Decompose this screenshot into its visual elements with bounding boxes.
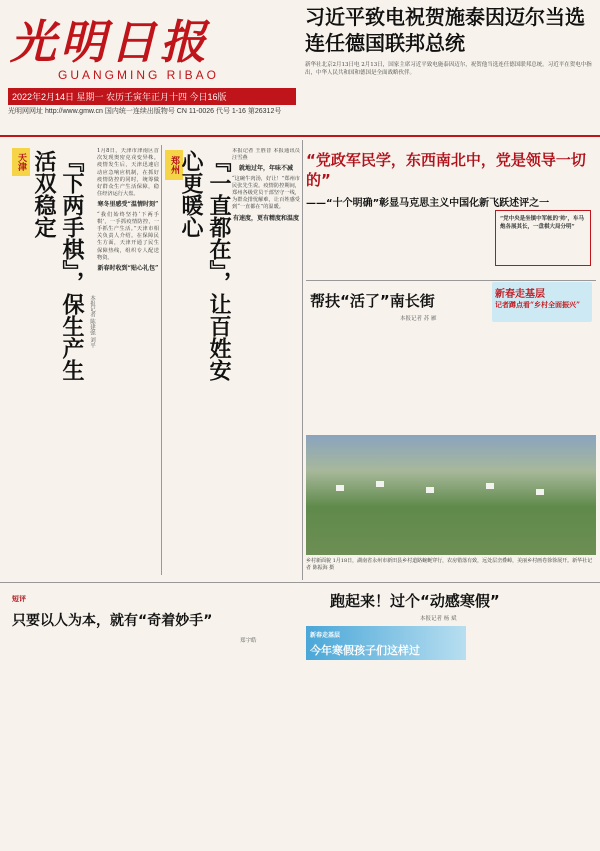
lead-headline	[305, 4, 595, 77]
tianjin-subhead-2: 新春时收到“贴心礼包”	[97, 265, 159, 273]
issue-registration: 光明网网址 http://www.gmw.cn 国内统一连续出版物号 CN 11-0026 代号 1-16 第26312号	[8, 108, 282, 115]
section-divider	[306, 280, 596, 281]
lead-headline-body: 新华社北京2月13日电 2月13日，国家主席习近平致电施泰因迈尔，祝贺他当选连任德国联邦总统。习近平在贺电中指出，中华人民共和国和德国是全面战略伙伴。	[305, 62, 592, 76]
tianjin-subhead: 寒冬里感受“温情时刻”	[97, 201, 159, 209]
zhengzhou-paragraph-1: “这碗牛肉汤，好让！”郑州市民张先生说。疫情防控期间，郑州各级党员干部坚守一线，为群众排忧解难，让百姓感受到“一直都在”的温暖。	[232, 175, 300, 211]
issue-info	[8, 88, 296, 132]
winter-vacation-byline: 本报记者 杨 斌	[420, 616, 457, 622]
region-tag-zhengzhou: 郑州	[165, 150, 183, 180]
photo-house	[536, 489, 544, 495]
commentary-title: “党政军民学，东西南北中，党是领导一切的”	[306, 151, 586, 189]
region-tag-tianjin: 天津	[12, 148, 30, 176]
short-comment-tag: 短评	[12, 594, 26, 603]
winter-vacation-headline: 跑起来！过个“动感寒假”	[330, 592, 500, 610]
new-spring-banner	[492, 282, 592, 322]
page-fold-divider	[0, 582, 600, 583]
tianjin-body	[97, 148, 159, 568]
zhengzhou-headline: 『一直都在』，让百姓安心更暖心	[178, 150, 231, 381]
winter-vacation-banner	[306, 626, 466, 660]
photo-house	[376, 481, 384, 487]
village-photo	[306, 435, 596, 555]
commentary-subtitle: ——“十个明确”彰显马克思主义中国化新飞跃述评之一	[306, 198, 550, 209]
winter-banner-tag: 新春走基层	[310, 632, 341, 639]
short-comment-byline: 郑宇皓	[240, 638, 257, 644]
newspaper-pinyin: GUANGMING RIBAO	[58, 68, 220, 82]
photo-caption: 乡村新面貌 1月18日，湖南省永州市新田县乡村道路蜿蜒穿行，农房错落有致，远处层峦叠嶂，美丽乡村画卷徐徐展开。新华社记者 陈振海 摄	[306, 558, 593, 571]
new-spring-banner-title: 新春走基层	[495, 289, 545, 300]
issue-date: 2022年2月14日 星期一 农历壬寅年正月十四 今日16版	[8, 88, 296, 105]
tianjin-headline: 『下两手棋』，保生产生活双稳定	[31, 150, 84, 381]
nanchang-street-byline: 本报记者 苏 雁	[400, 316, 437, 322]
nanchang-street-headline: 帮扶“活了”南长街	[310, 292, 435, 310]
column-divider	[161, 145, 162, 575]
zhengzhou-byline: 本报记者 王胜昔 本报通讯员 汪雪燕	[232, 148, 300, 162]
winter-banner-title: 今年寒假孩子们这样过	[310, 644, 420, 657]
commentary-feature	[306, 150, 596, 209]
zhengzhou-body	[232, 148, 300, 568]
zhengzhou-subhead-2: 有速度，更有精度和温度	[232, 214, 299, 222]
lead-headline-title: 习近平致电祝贺施泰因迈尔当选连任德国联邦总统	[305, 5, 585, 55]
short-comment-headline: 只要以人为本，就有“奇着妙手”	[12, 613, 213, 629]
tianjin-paragraph-2: “我们始终坚持‘下两手棋’，一手抓疫情防控，一手抓生产生活。”天津市相关负责人介绍。在保障民生方面，天津开通了民生保障热线，组织专人配送物资。	[97, 211, 159, 261]
tianjin-byline: 本报记者 陈建强 刘平	[89, 295, 95, 348]
photo-house	[486, 483, 494, 489]
photo-house	[426, 487, 434, 493]
newspaper-logo: 光明日报	[10, 15, 210, 69]
tianjin-paragraph-1: 1月8日，天津市津南区首次发现奥密克戎变异株。疫情发生后，天津迅速启动应急响应机制，在抓好疫情防控的同时，统筹做好群众生产生活保障，稳住经济运行大盘。	[97, 148, 159, 198]
zhengzhou-subhead: 就地过年，年味不减	[238, 165, 293, 173]
pull-quote: “党中央是坐镇中军帐的‘帅’，车马炮各展其长，一盘棋大局分明”	[495, 210, 591, 266]
masthead	[0, 0, 600, 150]
photo-house	[336, 485, 344, 491]
masthead-divider	[0, 135, 600, 137]
new-spring-banner-subtitle: 记者蹲点看“乡村全面振兴”	[495, 300, 581, 309]
column-divider	[302, 140, 303, 580]
